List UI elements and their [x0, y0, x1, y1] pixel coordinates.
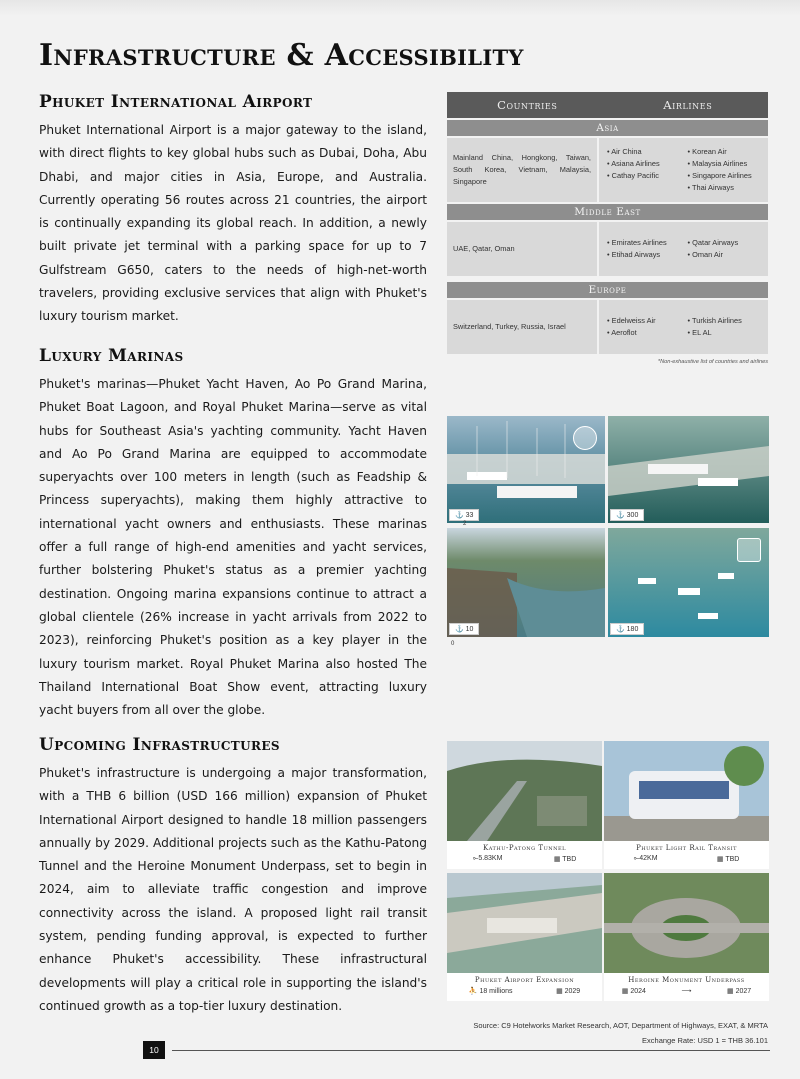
meta-value: TBD: [562, 856, 577, 863]
airline-item: • Aeroflot: [607, 327, 688, 339]
berth-count-badge: ⚓ 33: [449, 509, 479, 521]
region-row-middle-east: [447, 222, 768, 276]
stray-digit: 2: [463, 521, 467, 527]
tunnel-image: [447, 741, 602, 841]
calendar-icon: ▦ 2024: [621, 988, 646, 995]
airline-item: • Emirates Airlines: [607, 237, 688, 249]
infra-section-title: Upcoming Infrastructures: [39, 735, 280, 755]
airline-item: • Edelweiss Air: [607, 315, 688, 327]
airline-item: • Cathay Pacific: [607, 170, 688, 182]
airline-item: • Singapore Airlines: [688, 170, 769, 182]
infra-card-light-rail: [604, 741, 769, 869]
light-rail-image: [604, 741, 769, 841]
meta-value: 2024: [630, 988, 646, 995]
airport-image: [447, 873, 602, 973]
infra-caption: Heroine Monument Underpass: [628, 976, 745, 984]
airline-item: • Thai Airways: [688, 182, 769, 194]
passengers-icon: ⛹ 18 millions: [468, 988, 513, 995]
airport-section-title: Phuket International Airport: [39, 92, 313, 112]
distance-icon: ⟜42KM: [633, 855, 658, 862]
airline-item: • EL AL: [688, 327, 769, 339]
infra-caption: Phuket Airport Expansion: [474, 976, 575, 984]
airline-table: [447, 92, 768, 365]
arrow-right-icon: ⟶: [681, 988, 692, 995]
infra-meta: [604, 987, 769, 995]
airline-item: • Asiana Airlines: [607, 158, 688, 170]
region-header-asia: Asia: [447, 120, 768, 136]
infra-meta: [447, 855, 602, 863]
calendar-icon: ▦ TBD: [716, 856, 740, 863]
stray-digit: 0: [451, 641, 455, 647]
infra-card-underpass: [604, 873, 769, 1001]
page-number: 10: [143, 1041, 165, 1059]
airline-item: • Turkish Airlines: [688, 315, 769, 327]
berth-count-badge: ⚓ 180: [610, 623, 644, 635]
berth-count-badge: ⚓ 10: [449, 623, 479, 635]
infra-card-airport: [447, 873, 602, 1001]
region-airlines: [599, 222, 768, 276]
region-header-middle-east: Middle East: [447, 204, 768, 220]
region-countries: Mainland China, Hongkong, Taiwan, South Korea, Vietnam, Malaysia, Singapore: [447, 138, 599, 202]
meta-value: 5.83KM: [478, 855, 503, 862]
marina-photo-ao-po: [608, 416, 769, 523]
distance-icon: ⟜5.83KM: [472, 855, 503, 862]
region-header-europe: Europe: [447, 282, 768, 298]
meta-value: 18 millions: [479, 988, 513, 995]
calendar-icon: ▦ 2029: [556, 988, 581, 995]
calendar-icon: ▦ TBD: [553, 856, 577, 863]
region-row-europe: [447, 300, 768, 354]
infra-body: Phuket's infrastructure is undergoing a major transformation, with a THB 6 billion (USD 166 million) expansion of Phuket International Airport designed to handle 18 million passengers annually by 2029. Additional projects such as the Kathu-Patong Tunnel and the Heroine Monument Underpass, set to begin in 2024, aim to alleviate traffic congestion and improve connectivity across the island. A proposed light rail transit system, pending funding approval, is expected to further enhance Phuket's accessibility. These infrastructural developments will play a critical role in supporting the island's continued growth as a top-tier luxury destination.: [39, 766, 427, 1013]
region-row-asia: [447, 138, 768, 202]
footer-rule: [172, 1050, 770, 1051]
airline-item: • Malaysia Airlines: [688, 158, 769, 170]
empty-cell: [607, 182, 688, 194]
airline-item: • Korean Air: [688, 146, 769, 158]
marina-photo-royal-phuket: [608, 528, 769, 637]
page-title: Infrastructure & Accessibility: [39, 38, 524, 73]
infra-meta: [604, 855, 769, 863]
meta-value: 2029: [564, 988, 581, 995]
marina-photo-yacht-haven: [447, 416, 605, 523]
marina-logo-icon: [573, 426, 597, 450]
underpass-image: [604, 873, 769, 973]
airline-item: • Air China: [607, 146, 688, 158]
region-countries: UAE, Qatar, Oman: [447, 222, 599, 276]
table-footnote: *Non-exhaustive list of countries and airlines: [657, 359, 768, 365]
infra-card-tunnel: [447, 741, 602, 869]
exchange-rate-note: Exchange Rate: USD 1 = THB 36.101: [642, 1036, 768, 1045]
region-airlines: [599, 300, 768, 354]
infra-caption: Kathu-Patong Tunnel: [482, 844, 567, 852]
marina-photo-boat-lagoon: [447, 528, 605, 637]
infra-caption: Phuket Light Rail Transit: [636, 844, 737, 852]
source-note: Source: C9 Hotelworks Market Research, AOT, Department of Highways, EXAT, & MRTA: [473, 1021, 768, 1030]
airline-item: • Etihad Airways: [607, 249, 688, 261]
airport-body: Phuket International Airport is a major gateway to the island, with direct flights to key global hubs such as Dubai, Doha, Abu Dhabi, and major cities in Asia, Europe, and Australia. Currently operating 56 routes across 21 countries, the airport is continually expanding its global reach. In addition, a newly built private jet terminal with a parking space for up to 7 Gulfstream G650, caters to the needs of high-net-worth travelers, providing exclusive services that align with Phuket's luxury tourism market.: [39, 123, 427, 324]
infra-meta: [447, 987, 602, 995]
region-countries: Switzerland, Turkey, Russia, Israel: [447, 300, 599, 354]
airline-item: • Qatar Airways: [688, 237, 769, 249]
calendar-icon: ▦ 2027: [727, 988, 752, 995]
marinas-body: Phuket's marinas—Phuket Yacht Haven, Ao Po Grand Marina, Phuket Boat Lagoon, and Royal Phuket Marina—serve as vital hubs for Southeast Asia's yachting community. Yacht Haven and Ao Po Grand Marina are equipped to accommodate superyachts over 100 meters in length (such as Feadship & Princess superyachts), making them highly attractive to international yacht owners and enthusiasts. These marinas offer a full range of high-end amenities and yacht services, further bolstering Phuket's status as a premier yachting destination. Ongoing marina expansions continue to attract a global clientele (26% increase in yacht arrivals from 2022 to 2023), reinforcing Phuket's position as a key player in the luxury tourism market. Royal Phuket Marina also hosted The Thailand International Boat Show event, attracting luxury yacht buyers from all over the globe.: [39, 377, 427, 718]
airline-item: • Oman Air: [688, 249, 769, 261]
marina-logo-icon: [737, 426, 761, 450]
meta-value: 2027: [735, 988, 752, 995]
berth-count-badge: ⚓ 300: [610, 509, 644, 521]
marina-image: [447, 528, 605, 637]
marinas-section-title: Luxury Marinas: [39, 346, 184, 366]
region-airlines: [599, 138, 768, 202]
meta-value: 42KM: [639, 855, 658, 862]
table-header: [447, 92, 768, 118]
marina-logo-icon: [737, 538, 761, 562]
col-airlines-header: Airlines: [663, 98, 713, 112]
meta-value: TBD: [725, 856, 740, 863]
col-countries-header: Countries: [497, 98, 558, 112]
